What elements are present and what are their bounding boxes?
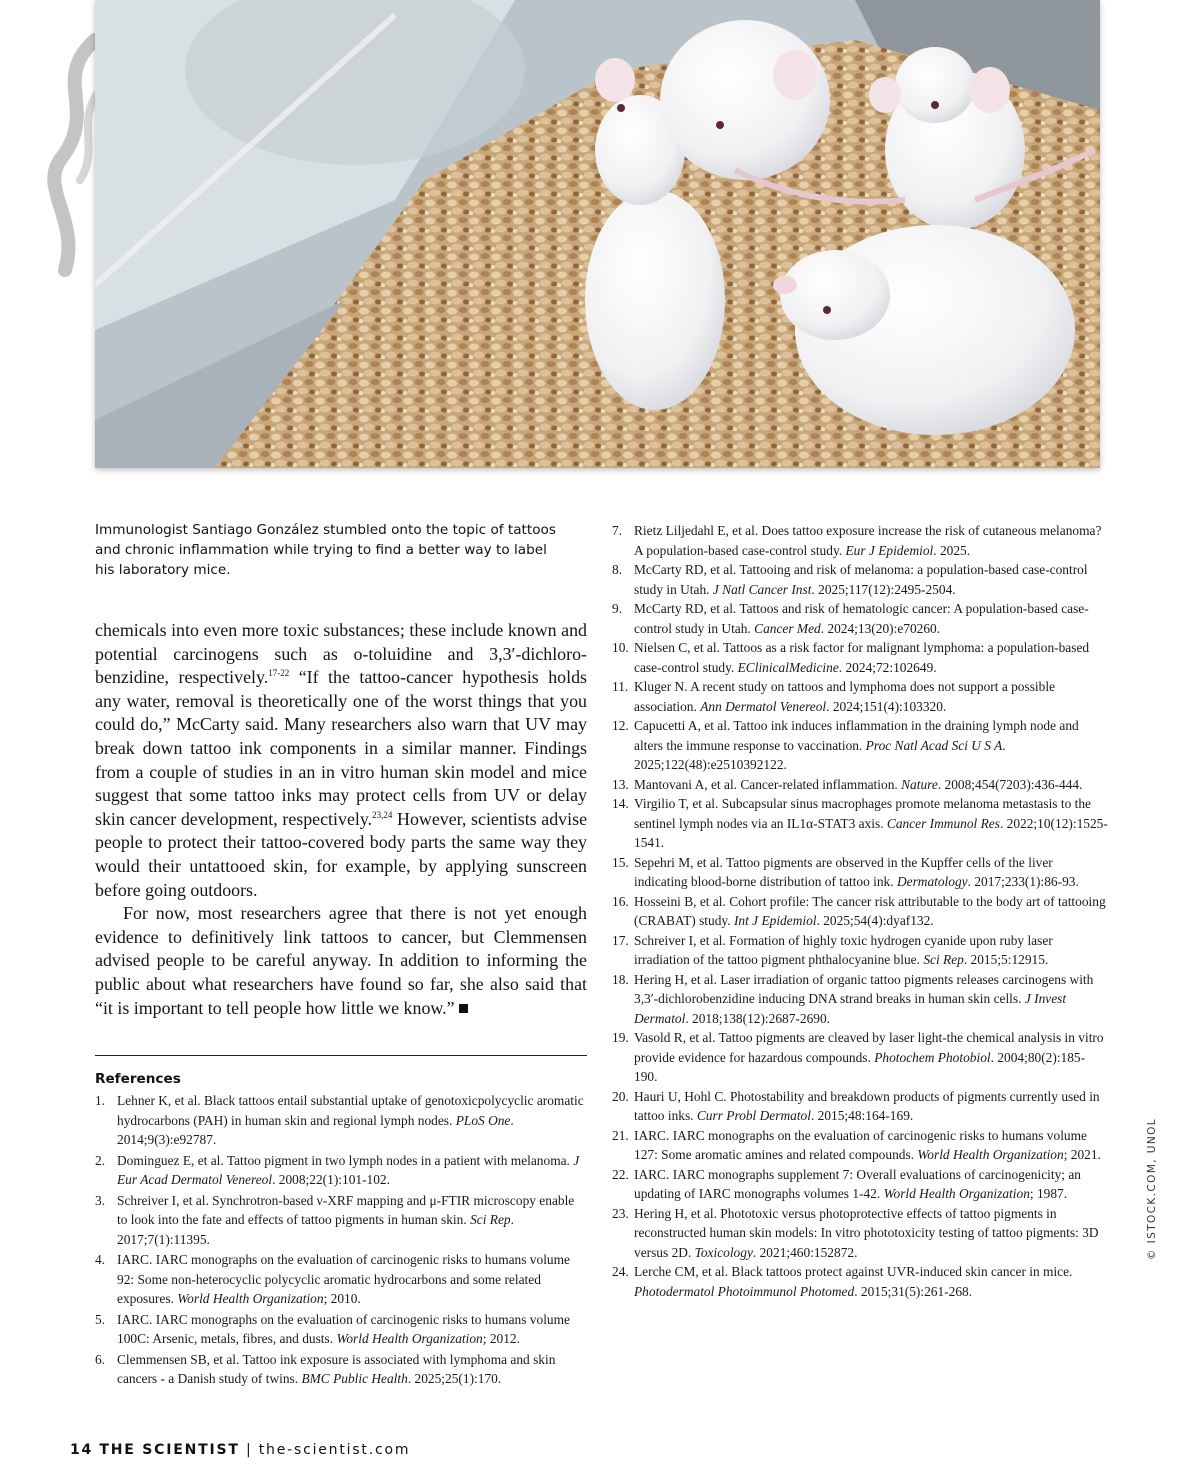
- references-list-right: [612, 521, 1108, 1301]
- references-heading: References: [95, 1071, 181, 1087]
- reference-item: 17. Schreiver I, et al. Formation of highly toxic hydrogen cyanide upon ruby laser irradiation of the tattoo pigment phthalocyanine blue. Sci Rep. 2015;5:12915.: [612, 932, 1053, 967]
- reference-item: 15. Sepehri M, et al. Tattoo pigments are observed in the Kupffer cells of the liver indicating blood-borne distribution of tattoo ink. Dermatology. 2017;233(1):86-93.: [612, 854, 1079, 889]
- reference-item: 9. McCarty RD, et al. Tattoos and risk of hematologic cancer: A population-based case-control study in Utah. Cancer Med. 2024;13(20):e70260.: [612, 601, 1089, 636]
- reference-item: 14. Virgilio T, et al. Subcapsular sinus macrophages promote melanoma metastasis to the sentinel lymph nodes via an IL1α-STAT3 axis. Cancer Immunol Res. 2022;10(12):1525-1541.: [612, 796, 1108, 850]
- reference-item: 18. Hering H, et al. Laser irradiation of organic tattoo pigments releases carcinogens with 3,3′-dichlorobenzidine inducing DNA strand breaks in human skin cells. J Invest Dermatol. 2018;138(12):2687-2690.: [612, 971, 1094, 1026]
- references-divider: [95, 1055, 587, 1056]
- body-paragraph: chemicals into even more toxic substances; these include known and potential carcinogens such as o-toluidine and 3,3′-dichloro-benzidine, respectively.$^{17-22}$ “If the tattoo-cancer hypothesis holds any water, removal is theoretically one of the worst things that you could do,” McCarty said. Many researchers also warn that UV may break down tattoo ink components in a similar manner. Findings from a couple of studies in an in vitro human skin model and mice suggest that some tattoo inks may protect cells from UV or delay skin cancer development, respectively.$^{23,24}$ However, scientists advise people to protect their tattoo-covered body parts the same way they would their untattooed skin, for example, by applying sunscreen before going outdoors.: [95, 620, 588, 900]
- magazine-name: THE SCIENTIST: [99, 1442, 240, 1458]
- reference-item: 13. Mantovani A, et al. Cancer-related inflammation. Nature. 2008;454(7203):436-444.: [612, 776, 1083, 792]
- reference-item: 20. Hauri U, Hohl C. Photostability and breakdown products of pigments currently used in tattoo inks. Curr Probl Dermatol. 2015;48:164-169.: [612, 1088, 1100, 1123]
- reference-item: 4. IARC. IARC monographs on the evaluation of carcinogenic risks to humans volume 92: Some non-heterocyclic polycyclic aromatic hydrocarbons and some related exposures. World Health Organization; 2010.: [95, 1252, 570, 1306]
- citation-superscript: 17-22: [268, 668, 290, 679]
- body-paragraph: For now, most researchers agree that there is not yet enough evidence to definitively link tattoos to cancer, but Clemmensen advised people to be careful anyway. In addition to informing the public about what researchers have found so far, she also said that “it is important to tell people how little we know.”: [95, 903, 587, 1018]
- page-footer: [70, 1442, 410, 1458]
- reference-item: 8. McCarty RD, et al. Tattooing and risk of melanoma: a population-based case-control study in Utah. J Natl Cancer Inst. 2025;117(12):2495-2504.: [612, 562, 1088, 597]
- reference-item: 6. Clemmensen SB, et al. Tattoo ink exposure is associated with lymphoma and skin cancers - a Danish study of twins. BMC Public Health. 2025;25(1):170.: [95, 1351, 556, 1386]
- photo-caption: Immunologist Santiago González stumbled onto the topic of tattoos and chronic inflammation while trying to find a better way to label his laboratory mice.: [95, 522, 556, 578]
- footer-separator: |: [245, 1442, 253, 1458]
- reference-item: 22. IARC. IARC monographs supplement 7: Overall evaluations of carcinogenicity; an updating of IARC monographs volumes 1-42. World Health Organization; 1987.: [612, 1166, 1081, 1201]
- reference-item: 23. Hering H, et al. Phototoxic versus photoprotective effects of tattoo pigments in reconstructed human skin models: In vitro phototoxicity testing of tattoo pigments: 3D versus 2D. Toxicology. 2021;460:152872.: [612, 1205, 1099, 1260]
- lab-mice-illustration: [95, 0, 1100, 468]
- reference-item: 5. IARC. IARC monographs on the evaluation of carcinogenic risks to humans volume 100C: Arsenic, metals, fibres, and dusts. World Health Organization; 2012.: [95, 1311, 570, 1346]
- reference-item: 21. IARC. IARC monographs on the evaluation of carcinogenic risks to humans volume 127: Some aromatic amines and related compounds. World Health Organization; 2021.: [612, 1127, 1101, 1162]
- page-number: 14: [70, 1442, 94, 1458]
- reference-item: 2. Dominguez E, et al. Tattoo pigment in two lymph nodes in a patient with melanoma. J Eur Acad Dermatol Venereol. 2008;22(1):101-102.: [95, 1152, 580, 1187]
- photo-credit: © ISTOCK.COM, UNOL: [1146, 1117, 1158, 1260]
- reference-item: 24. Lerche CM, et al. Black tattoos protect against UVR-induced skin cancer in mice. Photodermatol Photoimmunol Photomed. 2015;31(5):261-268.: [612, 1264, 1073, 1299]
- article-body: [95, 619, 587, 1020]
- reference-item: 19. Vasold R, et al. Tattoo pigments are cleaved by laser light-the chemical analysis in vitro provide evidence for hazardous compounds. Photochem Photobiol. 2004;80(2):185-190.: [612, 1030, 1104, 1084]
- end-of-article-mark: [459, 1004, 468, 1013]
- reference-item: 12. Capucetti A, et al. Tattoo ink induces inflammation in the draining lymph node and alters the immune response to vaccination. Proc Natl Acad Sci U S A. 2025;122(48):e2510392122.: [612, 718, 1079, 772]
- reference-item: 10. Nielsen C, et al. Tattoos as a risk factor for malignant lymphoma: a population-based case-control study. EClinicalMedicine. 2024;72:102649.: [612, 640, 1090, 675]
- reference-item: 7. Rietz Liljedahl E, et al. Does tattoo exposure increase the risk of cutaneous melanoma? A population-based case-control study. Eur J Epidemiol. 2025.: [612, 523, 1102, 558]
- citation-superscript: 23,24: [372, 809, 393, 820]
- website-link[interactable]: the-scientist.com: [258, 1442, 411, 1458]
- reference-item: 11. Kluger N. A recent study on tattoos and lymphoma does not support a possible association. Ann Dermatol Venereol. 2024;151(4):103320.: [612, 679, 1056, 714]
- references-list-left: [95, 1091, 587, 1390]
- reference-item: 16. Hosseini B, et al. Cohort profile: The cancer risk attributable to the body art of tattooing (CRABAT) study. Int J Epidemiol. 2025;54(4):dyaf132.: [612, 893, 1106, 928]
- reference-item: 1. Lehner K, et al. Black tattoos entail substantial uptake of genotoxicpolycyclic aromatic hydrocarbons (PAH) in human skin and regional lymph nodes. PLoS One. 2014;9(3):e92787.: [95, 1093, 584, 1147]
- lab-mice-photo: [95, 0, 1100, 468]
- reference-item: 3. Schreiver I, et al. Synchrotron-based ν-XRF mapping and μ-FTIR microscopy enable to look into the fate and effects of tattoo pigments in human skin. Sci Rep. 2017;7(1):11395.: [95, 1192, 575, 1247]
